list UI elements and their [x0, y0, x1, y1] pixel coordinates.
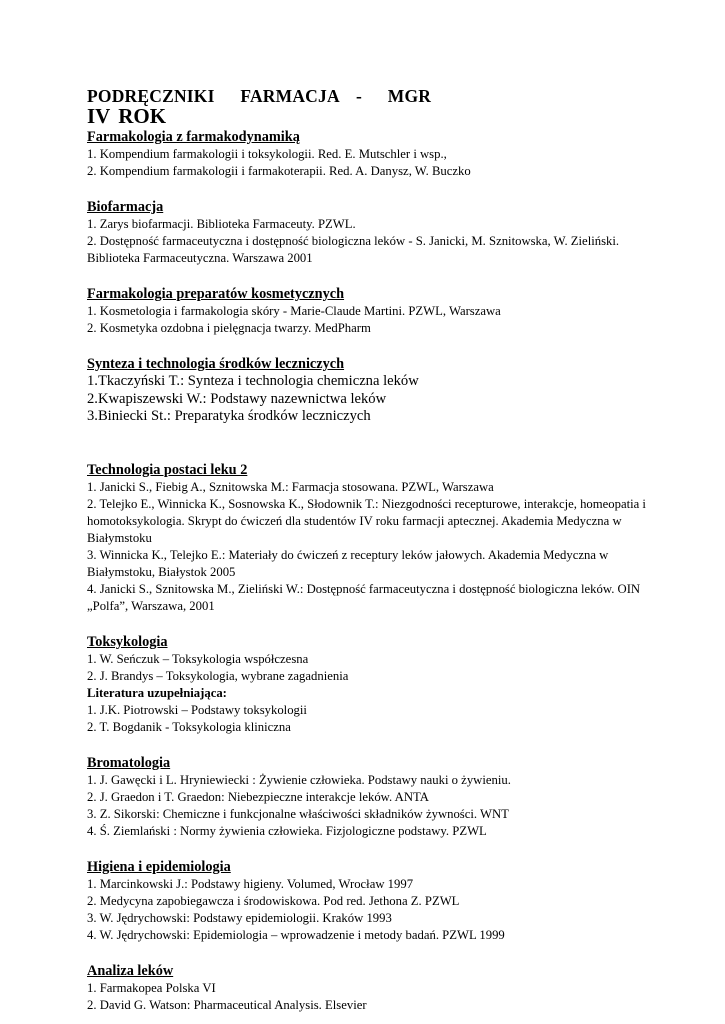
section-biofarmacja [87, 199, 647, 267]
list-item: 2. Telejko E., Winnicka K., Sosnowska K., Słodownik T.: Niezgodności recepturowe, interakcje, homeopatia i homotoksykologia. Skrypt do ćwiczeń dla studentów IV roku farmacji aptecznej. Akademia Medyczna w Białymstoku [87, 496, 646, 545]
list-item: 3. W. Jędrychowski: Podstawy epidemiologii. Kraków 1993 [87, 910, 392, 925]
list-item: 2. J. Brandys – Toksykologia, wybrane zagadnienia [87, 668, 349, 683]
list-item: 1. W. Seńczuk – Toksykologia współczesna [87, 651, 309, 666]
list-item: 1. Kompendium farmakologii i toksykologii. Red. E. Mutschler i wsp., [87, 147, 447, 161]
section-title: Toksykologia [87, 633, 168, 650]
section-title: Technologia postaci leku 2 [87, 461, 248, 478]
list-item: 2. T. Bogdanik - Toksykologia kliniczna [87, 719, 291, 734]
section-title: Farmakologia z farmakodynamiką [87, 129, 300, 145]
section-farmakologia [87, 129, 647, 180]
list-item: 3.Biniecki St.: Preparatyka środków leczniczych [87, 408, 371, 424]
list-item: 2. Medycyna zapobiegawcza i środowiskowa. Pod red. Jethona Z. PZWL [87, 893, 460, 908]
section-kosmetyczne [87, 286, 647, 337]
list-item: 1. Janicki S., Fiebig A., Sznitowska M.: Farmacja stosowana. PZWL, Warszawa [87, 479, 494, 494]
list-item: 1.Tkaczyński T.: Synteza i technologia chemiczna leków [87, 373, 419, 389]
list-item: 1. J. Gawęcki i L. Hryniewiecki : Żywienie człowieka. Podstawy nauki o żywieniu. [87, 772, 511, 787]
section-bromatologia [87, 755, 647, 840]
section-technologia [87, 462, 647, 615]
document-page [87, 86, 647, 1014]
section-higiena [87, 859, 647, 944]
list-item: 2. J. Graedon i T. Graedon: Niebezpieczne interakcje leków. ANTA [87, 789, 429, 804]
list-item: 4. Janicki S., Sznitowska M., Zieliński W.: Dostępność farmaceutyczna i dostępność biologiczna leków. OIN „Polfa”, Warszawa, 2001 [87, 581, 641, 613]
list-item: 2. David G. Watson: Pharmaceutical Analysis. Elsevier [87, 997, 367, 1012]
section-title: Analiza leków [87, 962, 174, 979]
subsection-title: Literatura uzupełniająca: [87, 685, 227, 700]
section-toksykologia [87, 634, 647, 736]
list-item: 1. J.K. Piotrowski – Podstawy toksykologii [87, 702, 307, 717]
section-title: Biofarmacja [87, 199, 164, 215]
section-synteza [87, 356, 647, 426]
section-analiza [87, 963, 647, 1014]
list-item: 1. Zarys biofarmacji. Biblioteka Farmaceuty. PZWL. [87, 217, 356, 231]
list-item: 1. Kosmetologia i farmakologia skóry - Marie-Claude Martini. PZWL, Warszawa [87, 304, 501, 318]
list-item: 4. Ś. Ziemlański : Normy żywienia człowieka. Fizjologiczne podstawy. PZWL [87, 823, 487, 838]
list-item: 3. Winnicka K., Telejko E.: Materiały do ćwiczeń z receptury leków jałowych. Akademia Medyczna w Białymstoku, Białystok 2005 [87, 547, 609, 579]
list-item: 2.Kwapiszewski W.: Podstawy nazewnictwa leków [87, 390, 387, 407]
list-item: 1. Farmakopea Polska VI [87, 980, 216, 995]
list-item: 4. W. Jędrychowski: Epidemiologia – wprowadzenie i metody badań. PZWL 1999 [87, 927, 505, 942]
section-title: Farmakologia preparatów kosmetycznych [87, 286, 345, 302]
list-item: 2. Dostępność farmaceutyczna i dostępność biologiczna leków - S. Janicki, M. Sznitowska, W. Zieliński. Biblioteka Farmaceutyczna. Warszawa 2001 [87, 234, 620, 265]
section-title: Bromatologia [87, 754, 171, 771]
list-item: 1. Marcinkowski J.: Podstawy higieny. Volumed, Wrocław 1997 [87, 876, 414, 891]
page-subtitle: IV ROK [87, 104, 167, 128]
list-item: 2. Kosmetyka ozdobna i pielęgnacja twarzy. MedPharm [87, 321, 371, 335]
section-title: Higiena i epidemiologia [87, 858, 231, 875]
page-title: PODRĘCZNIKI FARMACJA - MGR [87, 86, 432, 106]
list-item: 3. Z. Sikorski: Chemiczne i funkcjonalne właściwości składników żywności. WNT [87, 806, 509, 821]
section-title: Synteza i technologia środków leczniczych [87, 356, 345, 372]
list-item: 2. Kompendium farmakologii i farmakoterapii. Red. A. Danysz, W. Buczko [87, 164, 471, 178]
